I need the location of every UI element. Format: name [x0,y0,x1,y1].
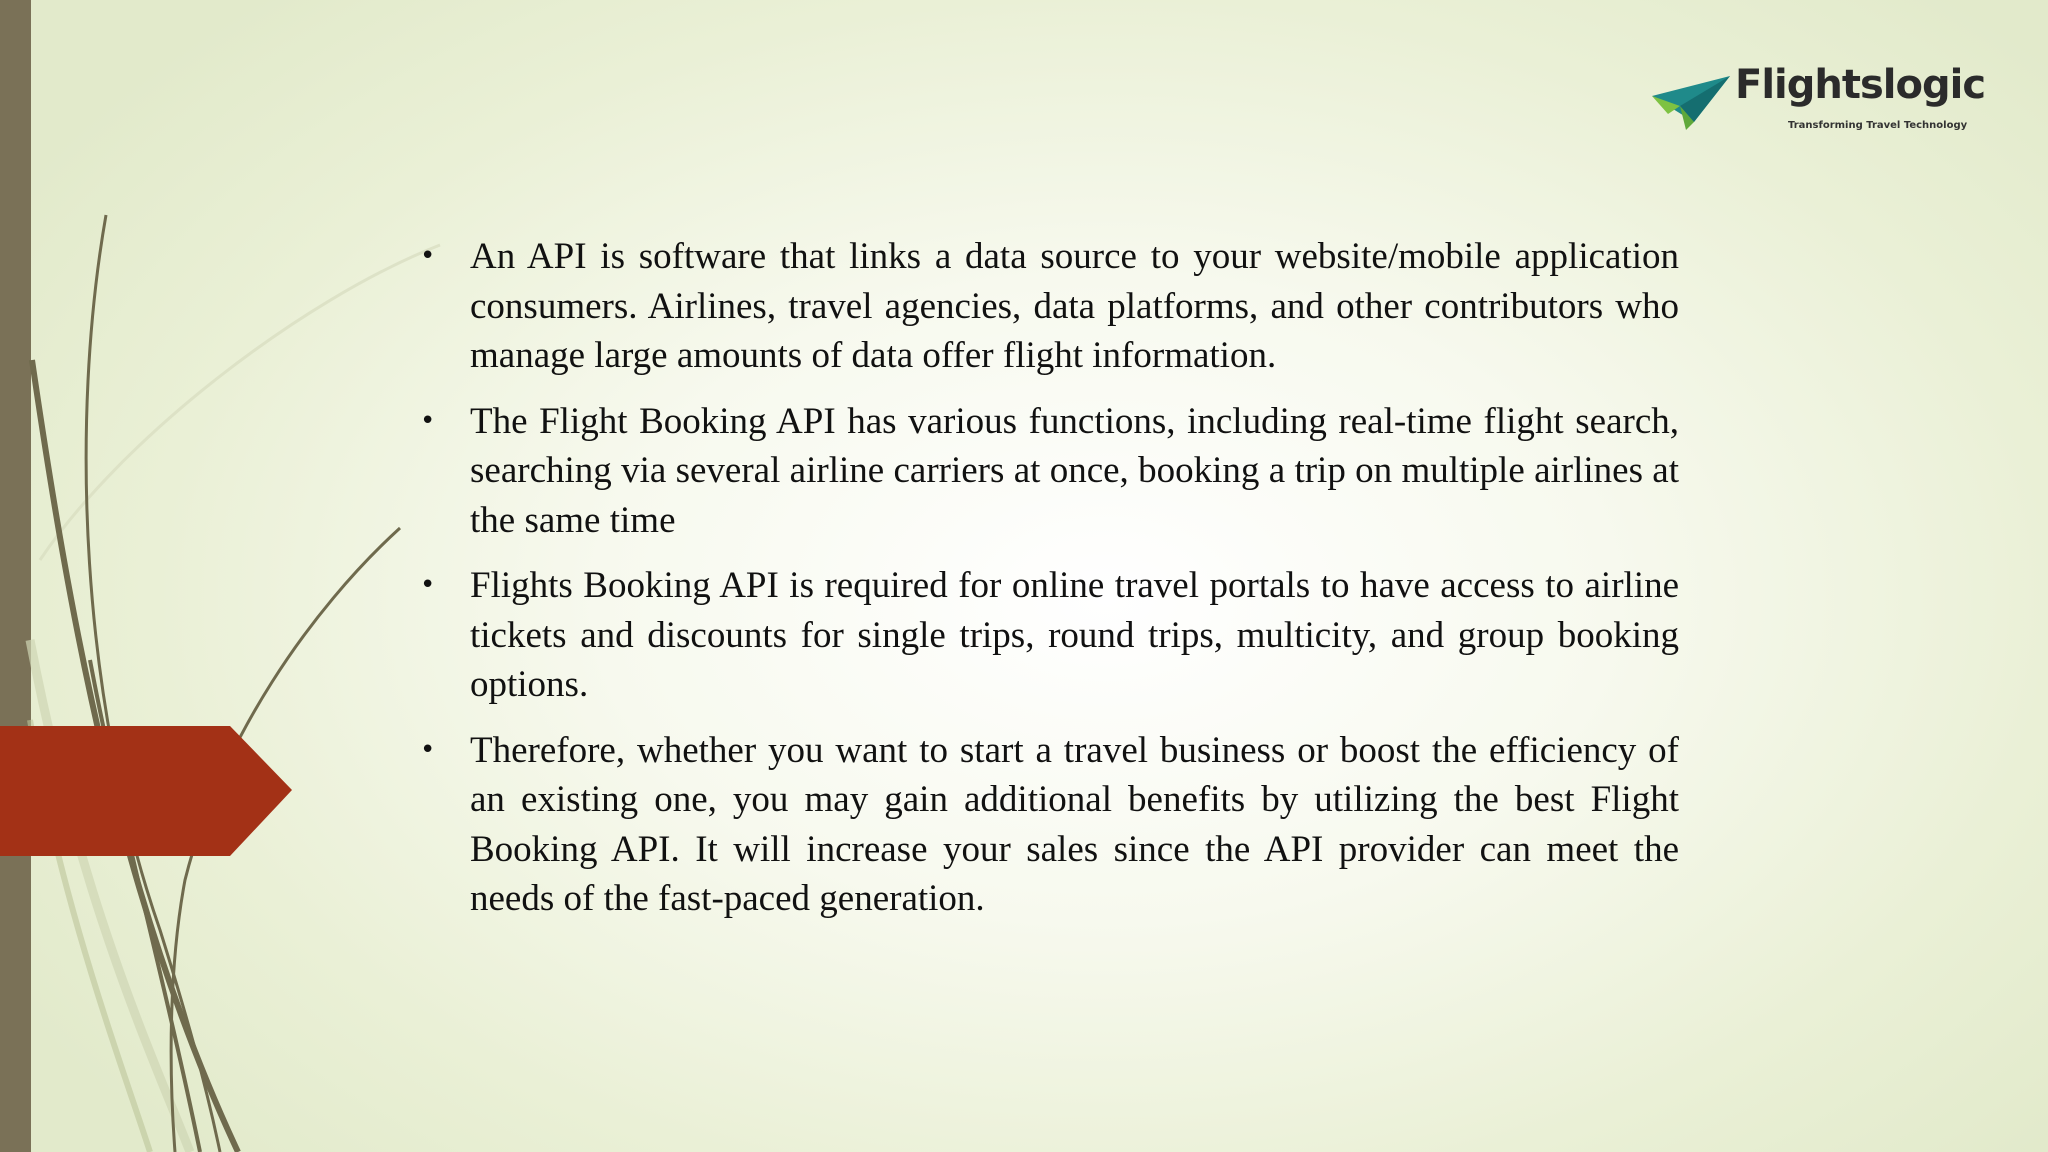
bullet-text: An API is software that links a data source to your website/mobile application consumers. Airlines, travel agencies, data platforms, and other contributors who manage large amounts of data offer flight information. [470,236,1679,376]
bullet-item [420,232,1679,381]
bullet-item [420,561,1679,710]
bullet-item [420,726,1679,924]
logo-tagline: Transforming Travel Technology [1788,120,1968,131]
bullet-dot: • [420,241,436,271]
bullet-list [420,232,1679,940]
bullet-text: Flights Booking API is required for online travel portals to have access to airline tickets and discounts for single trips, round trips, multicity, and group booking options. [470,565,1679,705]
bullet-dot: • [420,570,436,600]
logo-wordmark: Flightslogic [1735,62,1986,108]
bullet-text: Therefore, whether you want to start a travel business or boost the efficiency of an existing one, you may gain additional benefits by utilizing the best Flight Booking API. It will increase your sales since the API provider can meet the needs of the fast-paced generation. [470,729,1679,919]
bullet-text: The Flight Booking API has various functions, including real-time flight search, searching via several airline carriers at once, booking a trip on multiple airlines at the same time [470,400,1679,541]
paper-plane-icon [1650,70,1732,132]
bullet-item [420,397,1679,546]
bullet-dot: • [420,734,436,765]
company-logo [1650,62,1986,136]
bullet-dot: • [420,405,436,436]
red-arrow-shape [0,726,292,856]
